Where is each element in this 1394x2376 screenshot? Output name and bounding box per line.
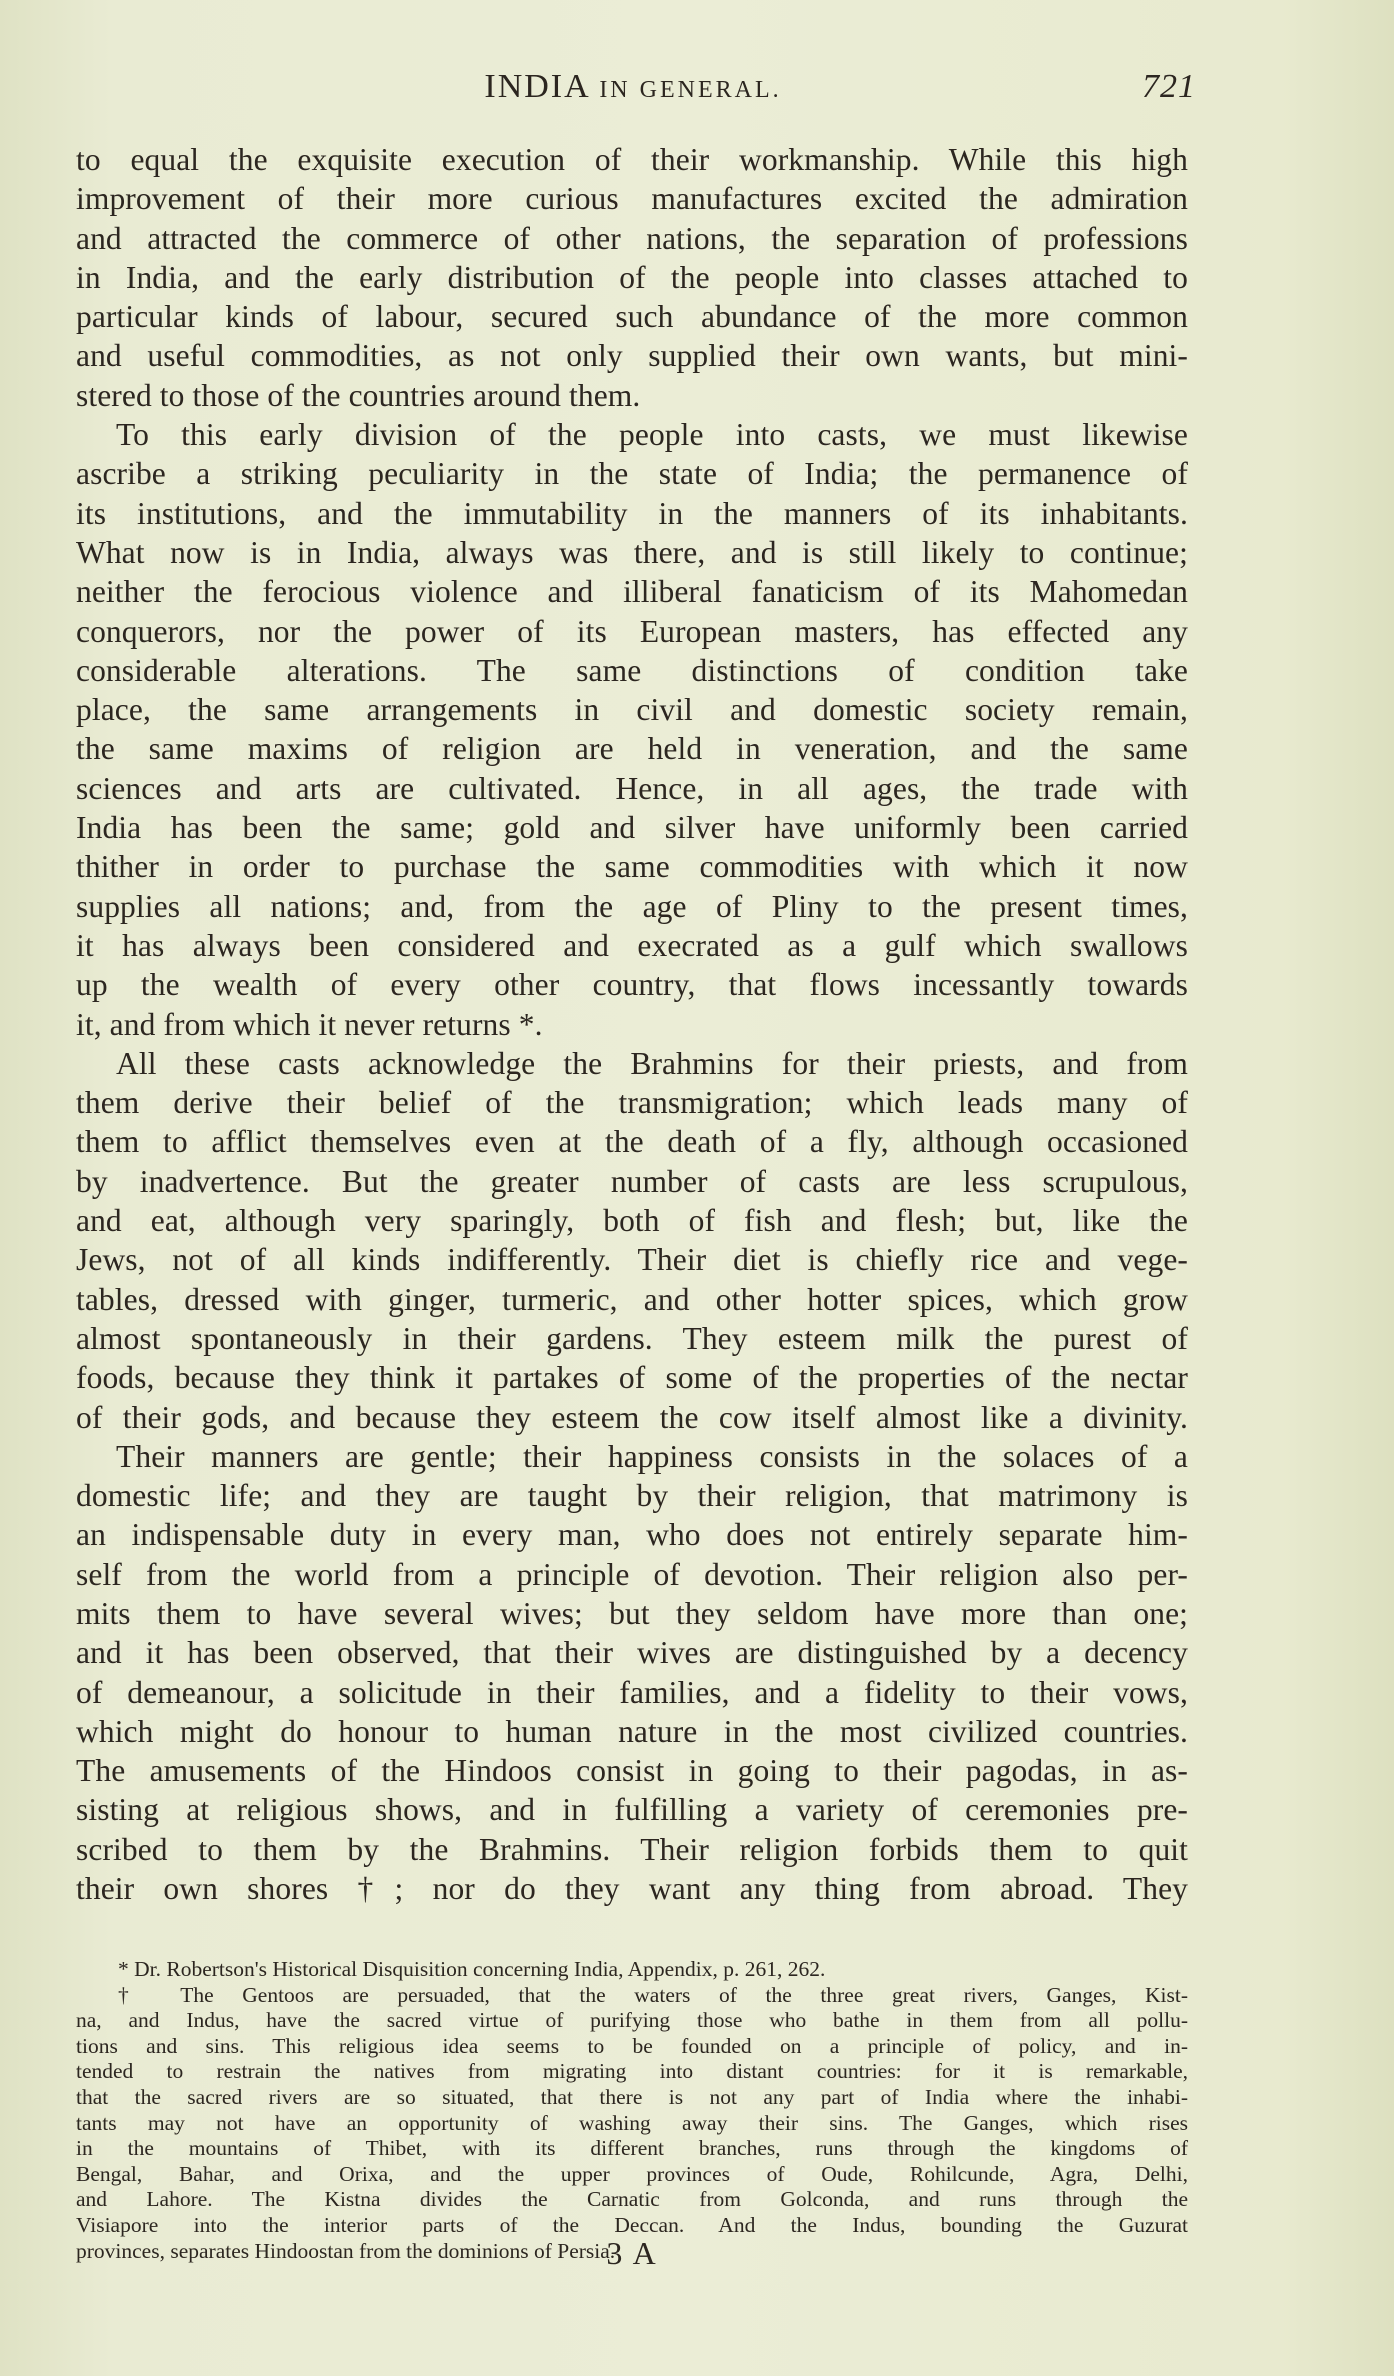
text-line: to equal the exquisite execution of their workmanship. While this high (76, 142, 1188, 177)
text-line: domestic life; and they are taught by their religion, that matrimony is (76, 1478, 1188, 1514)
text-line: and it has been observed, that their wives are distinguished by a decency (76, 1635, 1188, 1671)
text-line: mits them to have several wives; but they seldom have more than one; (76, 1595, 1188, 1631)
text-line: stered to those of the countries around them. (76, 377, 641, 413)
footnote-line: and Lahore. The Kistna divides the Carnatic from Golconda, and runs through the (76, 2187, 1188, 2212)
text-line: considerable alterations. The same distinctions of condition take (76, 652, 1188, 688)
text-line: and eat, although very sparingly, both of fish and flesh; but, like the (76, 1203, 1188, 1239)
text-line: up the wealth of every other country, that flows incessantly towards (76, 967, 1188, 1003)
signature-mark: 3 A (606, 2235, 658, 2271)
running-head-title-main: INDIA (484, 68, 589, 105)
footnote-line: Visiapore into the interior parts of the Deccan. And the Indus, bounding the Guzurat (76, 2212, 1188, 2237)
text-line: them derive their belief of the transmigration; which leads many of (76, 1085, 1188, 1121)
text-line: foods, because they think it partakes of some of the properties of the nectar (76, 1360, 1188, 1396)
text-line: ascribe a striking peculiarity in the state of India; the permanence of (76, 456, 1188, 492)
text-line: place, the same arrangements in civil and domestic society remain, (76, 692, 1188, 728)
text-line: an indispensable duty in every man, who does not entirely separate him- (76, 1517, 1188, 1553)
footnote-line: that the sacred rivers are so situated, that there is not any part of India where the inhabi- (76, 2084, 1188, 2109)
running-head-title-small: IN GENERAL. (599, 77, 782, 103)
text-line: neither the ferocious violence and illiberal fanaticism of its Mahomedan (76, 574, 1188, 610)
footnote-line: na, and Indus, have the sacred virtue of purifying those who bathe in them from all pollu- (76, 2008, 1188, 2033)
page-number: 721 (1142, 68, 1196, 105)
footnote-line: tended to restrain the natives from migrating into distant countries: for it is remarkable, (76, 2059, 1188, 2084)
text-line: To this early division of the people into casts, we must likewise (116, 417, 1188, 453)
text-line: improvement of their more curious manufactures excited the admiration (76, 181, 1188, 217)
text-line: supplies all nations; and, from the age of Pliny to the present times, (76, 888, 1188, 924)
text-line: them to afflict themselves even at the death of a fly, although occasioned (76, 1124, 1188, 1160)
footnotes (76, 1957, 1188, 2264)
text-line: it has always been considered and execrated as a gulf which swallows (76, 927, 1188, 963)
text-line: the same maxims of religion are held in veneration, and the same (76, 731, 1188, 767)
text-line: What now is in India, always was there, and is still likely to continue; (76, 534, 1188, 570)
footnote-line: † The Gentoos are persuaded, that the waters of the three great rivers, Ganges, Kist- (118, 1982, 1188, 2007)
text-line: The amusements of the Hindoos consist in going to their pagodas, in as- (76, 1753, 1188, 1789)
text-line: self from the world from a principle of devotion. Their religion also per- (76, 1556, 1188, 1592)
text-line: its institutions, and the immutability in the manners of its inhabitants. (76, 495, 1188, 531)
text-line: Their manners are gentle; their happiness consists in the solaces of a (116, 1438, 1188, 1474)
running-head-title (70, 68, 1196, 106)
text-line: scribed to them by the Brahmins. Their religion forbids them to quit (76, 1831, 1188, 1867)
text-line: in India, and the early distribution of the people into classes attached to (76, 259, 1188, 295)
text-line: by inadvertence. But the greater number of casts are less scrupulous, (76, 1163, 1188, 1199)
text-line: of their gods, and because they esteem the cow itself almost like a divinity. (76, 1399, 1188, 1435)
text-line: and attracted the commerce of other nations, the separation of professions (76, 220, 1188, 256)
text-line: tables, dressed with ginger, turmeric, and other hotter spices, which grow (76, 1281, 1188, 1317)
text-line: sciences and arts are cultivated. Hence, in all ages, the trade with (76, 770, 1188, 806)
text-line: of demeanour, a solicitude in their families, and a fidelity to their vows, (76, 1674, 1188, 1710)
body-text (76, 140, 1188, 1908)
text-line: All these casts acknowledge the Brahmins for their priests, and from (116, 1045, 1188, 1081)
text-line: sisting at religious shows, and in fulfilling a variety of ceremonies pre- (76, 1792, 1188, 1828)
footnote-line: Bengal, Bahar, and Orixa, and the upper provinces of Oude, Rohilcunde, Agra, Delhi, (76, 2161, 1188, 2186)
footnote-line: * Dr. Robertson's Historical Disquisition concerning India, Appendix, p. 261, 262. (118, 1957, 826, 1981)
running-head (70, 68, 1196, 108)
text-line: Jews, not of all kinds indifferently. Their diet is chiefly rice and vege- (76, 1242, 1188, 1278)
footnote-line: in the mountains of Thibet, with its different branches, runs through the kingdoms of (76, 2136, 1188, 2161)
footnote-line: provinces, separates Hindoostan from the dominions of Persia. (76, 2238, 616, 2263)
text-line: which might do honour to human nature in the most civilized countries. (76, 1713, 1188, 1749)
text-line: and useful commodities, as not only supplied their own wants, but mini- (76, 338, 1188, 374)
text-line: it, and from which it never returns *. (76, 1006, 543, 1042)
footnote-line: tants may not have an opportunity of washing away their sins. The Ganges, which rises (76, 2110, 1188, 2135)
text-line: thither in order to purchase the same commodities with which it now (76, 849, 1188, 885)
text-line: almost spontaneously in their gardens. They esteem milk the purest of (76, 1320, 1188, 1356)
text-line: conquerors, nor the power of its European masters, has effected any (76, 613, 1188, 649)
text-line: their own shores †; nor do they want any thing from abroad. They (76, 1871, 1188, 1907)
text-line: India has been the same; gold and silver have uniformly been carried (76, 810, 1188, 846)
text-line: particular kinds of labour, secured such abundance of the more common (76, 299, 1188, 335)
footnote-line: tions and sins. This religious idea seems to be founded on a principle of policy, and in- (76, 2033, 1188, 2058)
